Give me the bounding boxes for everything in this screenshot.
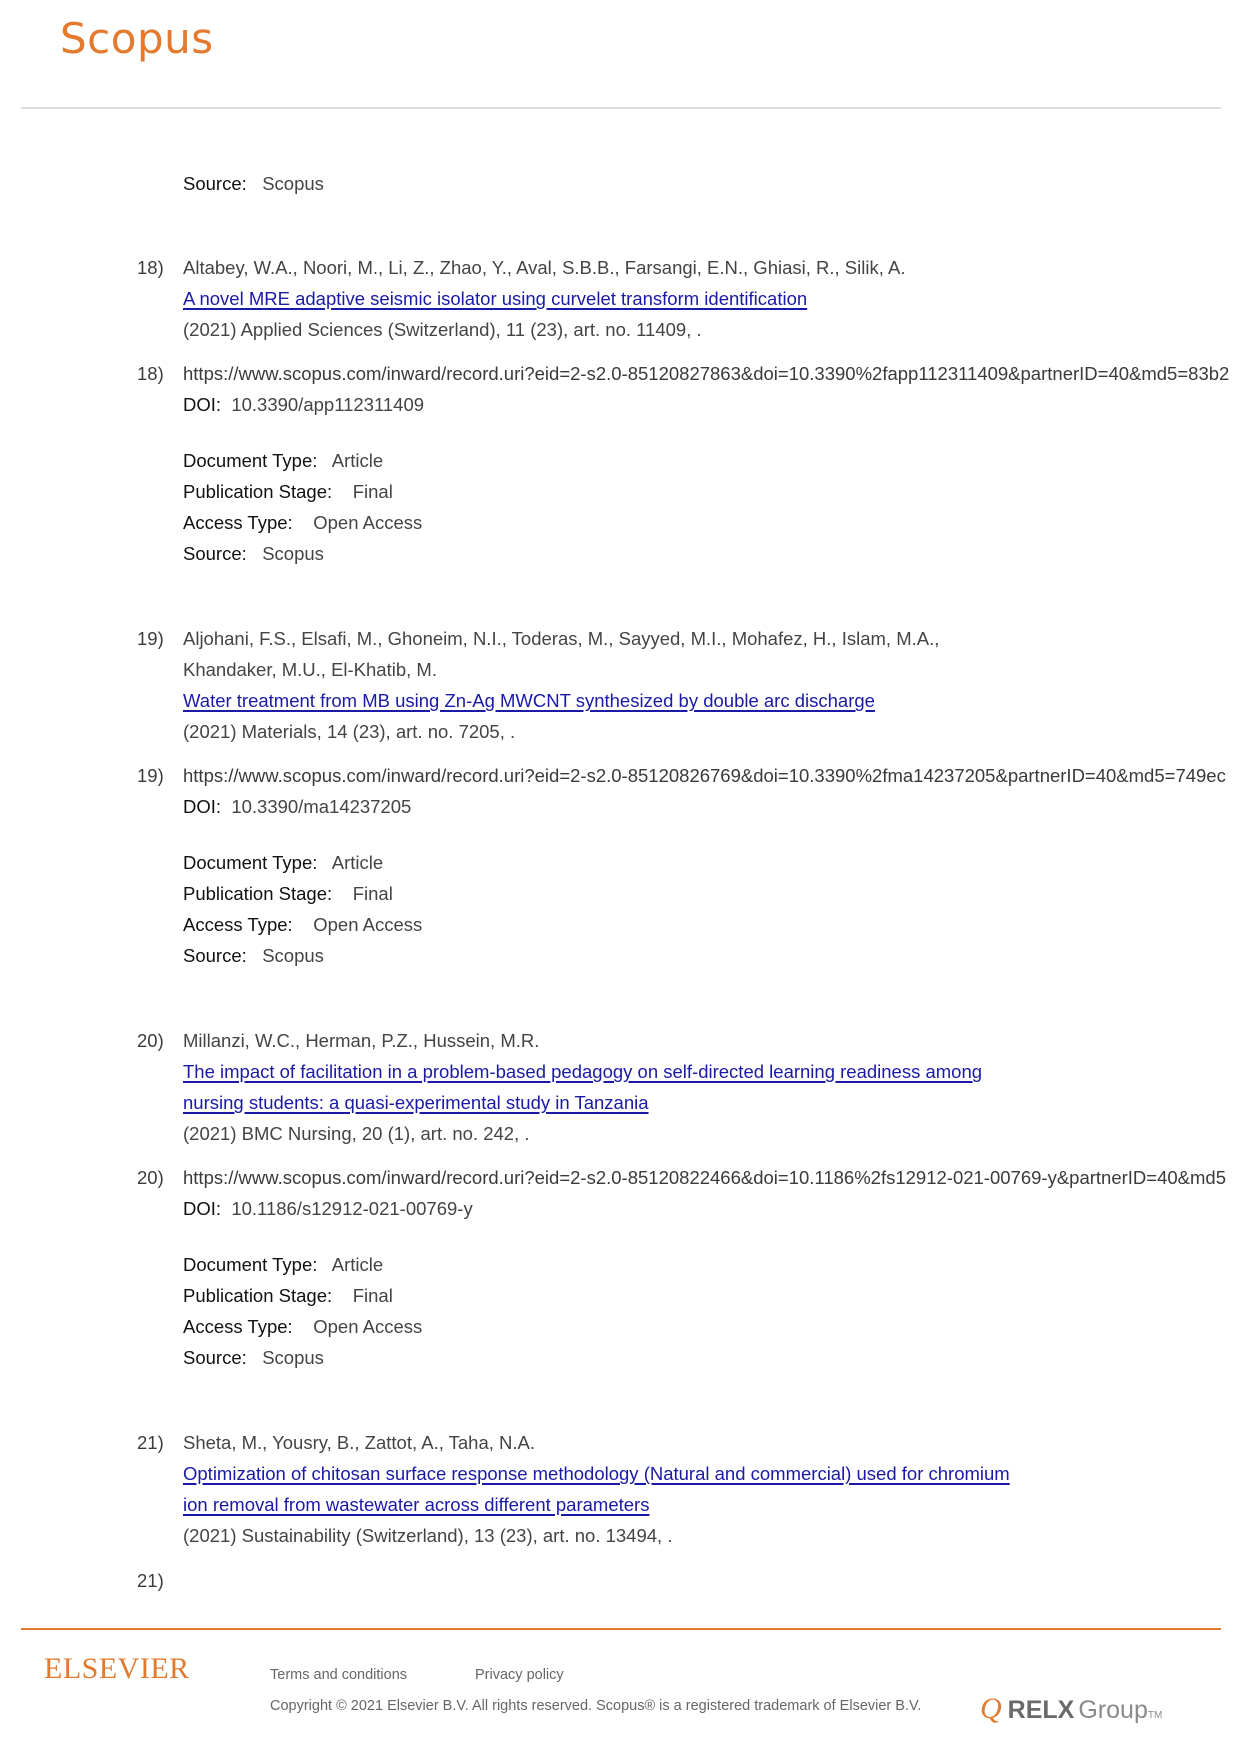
record-url[interactable]: https://www.scopus.com/inward/record.uri?eid=2-s2.0-85120827863&doi=10.3390%2fapp112311409&partnerID=40&md5=83b2 [183,363,1230,384]
publication-stage-label: Publication Stage: [183,481,333,502]
privacy-link[interactable]: Privacy policy [475,1667,564,1683]
record-citation: (2021) Materials, 14 (23), art. no. 7205, . [183,721,516,742]
elsevier-logo: ELSEVIER [44,1652,190,1685]
record-number: 19) [137,628,164,649]
access-type-label: Access Type: [183,1316,293,1337]
publication-stage-row [183,481,393,503]
doi-value: 10.3390/ma14237205 [231,796,412,817]
source-label: Source: [183,945,247,966]
source-label: Source: [183,543,247,564]
footer-divider [21,1628,1221,1630]
record-url[interactable]: https://www.scopus.com/inward/record.uri?eid=2-s2.0-85120822466&doi=10.1186%2fs12912-021-00769-y&partnerID=40&md5 [183,1167,1226,1188]
publication-stage-label: Publication Stage: [183,1285,333,1306]
source-row [183,1347,324,1369]
access-type-value: Open Access [313,512,423,533]
record-title-link-line-2[interactable]: ion removal from wastewater across different parameters [183,1494,650,1515]
record-url-number: 20) [137,1167,164,1188]
record-number: 18) [137,257,164,278]
carryover-source-row [183,173,324,195]
access-type-row [183,1316,422,1338]
relx-mark-icon: Q [980,1692,1002,1725]
access-type-label: Access Type: [183,914,293,935]
source-row [183,945,324,967]
source-value: Scopus [262,1347,324,1368]
document-type-value: Article [331,1254,384,1275]
document-type-value: Article [331,852,384,873]
publication-stage-label: Publication Stage: [183,883,333,904]
copyright-text: Copyright © 2021 Elsevier B.V. All rights reserved. Scopus® is a registered trademark of Elsevier B.V. [270,1698,922,1714]
publication-stage-row [183,883,393,905]
access-type-value: Open Access [313,914,423,935]
source-label: Source: [183,1347,247,1368]
doi-label: DOI: [183,1198,222,1219]
doi-value: 10.3390/app112311409 [231,394,425,415]
doi-value: 10.1186/s12912-021-00769-y [231,1198,473,1219]
record-title-link-line-1[interactable]: The impact of facilitation in a problem-based pedagogy on self-directed learning readiness among [183,1061,983,1082]
source-value: Scopus [262,945,324,966]
document-type-row [183,450,383,472]
record-authors: Millanzi, W.C., Herman, P.Z., Hussein, M.R. [183,1030,540,1051]
doi-label: DOI: [183,394,222,415]
record-citation: (2021) BMC Nursing, 20 (1), art. no. 242, . [183,1123,530,1144]
trademark-icon: TM [1147,1710,1163,1721]
record-authors-line-2: Khandaker, M.U., El-Khatib, M. [183,659,437,680]
publication-stage-row [183,1285,393,1307]
access-type-row [183,914,422,936]
document-type-row [183,852,383,874]
relx-group-logo [980,1692,1162,1726]
source-label: Source: [183,173,247,194]
source-value: Scopus [262,173,324,194]
terms-link[interactable]: Terms and conditions [270,1667,408,1683]
document-type-label: Document Type: [183,450,318,471]
record-url-number: 19) [137,765,164,786]
record-number: 21) [137,1432,164,1453]
record-doi-row [183,796,411,818]
record-url[interactable]: https://www.scopus.com/inward/record.uri?eid=2-s2.0-85120826769&doi=10.3390%2fma14237205&partnerID=40&md5=749ec [183,765,1226,786]
record-authors: Altabey, W.A., Noori, M., Li, Z., Zhao, Y., Aval, S.B.B., Farsangi, E.N., Ghiasi, R., Silik, A. [183,257,906,278]
source-row [183,543,324,565]
record-title-link-line-1[interactable]: Optimization of chitosan surface response methodology (Natural and commercial) used for chromium [183,1463,1010,1484]
header-divider [21,107,1221,109]
doi-label: DOI: [183,796,222,817]
record-authors-line-1: Aljohani, F.S., Elsafi, M., Ghoneim, N.I., Toderas, M., Sayyed, M.I., Mohafez, H., Islam, M.A., [183,628,940,649]
record-number: 20) [137,1030,164,1051]
record-doi-row [183,394,424,416]
record-citation: (2021) Applied Sciences (Switzerland), 11 (23), art. no. 11409, . [183,319,702,340]
document-type-row [183,1254,383,1276]
scopus-logo: Scopus [60,14,214,63]
document-type-label: Document Type: [183,852,318,873]
record-url-number: 18) [137,363,164,384]
record-authors: Sheta, M., Yousry, B., Zattot, A., Taha, N.A. [183,1432,536,1453]
document-type-label: Document Type: [183,1254,318,1275]
record-title-link-line-2[interactable]: nursing students: a quasi-experimental study in Tanzania [183,1092,649,1113]
record-url-number: 21) [137,1570,164,1591]
record-doi-row [183,1198,473,1220]
access-type-value: Open Access [313,1316,423,1337]
publication-stage-value: Final [352,883,393,904]
publication-stage-value: Final [352,481,393,502]
document-type-value: Article [331,450,384,471]
source-value: Scopus [262,543,324,564]
relx-light-text: Group [1078,1696,1148,1724]
relx-bold-text: RELX [1007,1696,1075,1724]
record-citation: (2021) Sustainability (Switzerland), 13 (23), art. no. 13494, . [183,1525,673,1546]
access-type-label: Access Type: [183,512,293,533]
access-type-row [183,512,422,534]
record-title-link[interactable]: Water treatment from MB using Zn-Ag MWCNT synthesized by double arc discharge [183,690,875,711]
record-title-link[interactable]: A novel MRE adaptive seismic isolator using curvelet transform identification [183,288,808,309]
publication-stage-value: Final [352,1285,393,1306]
